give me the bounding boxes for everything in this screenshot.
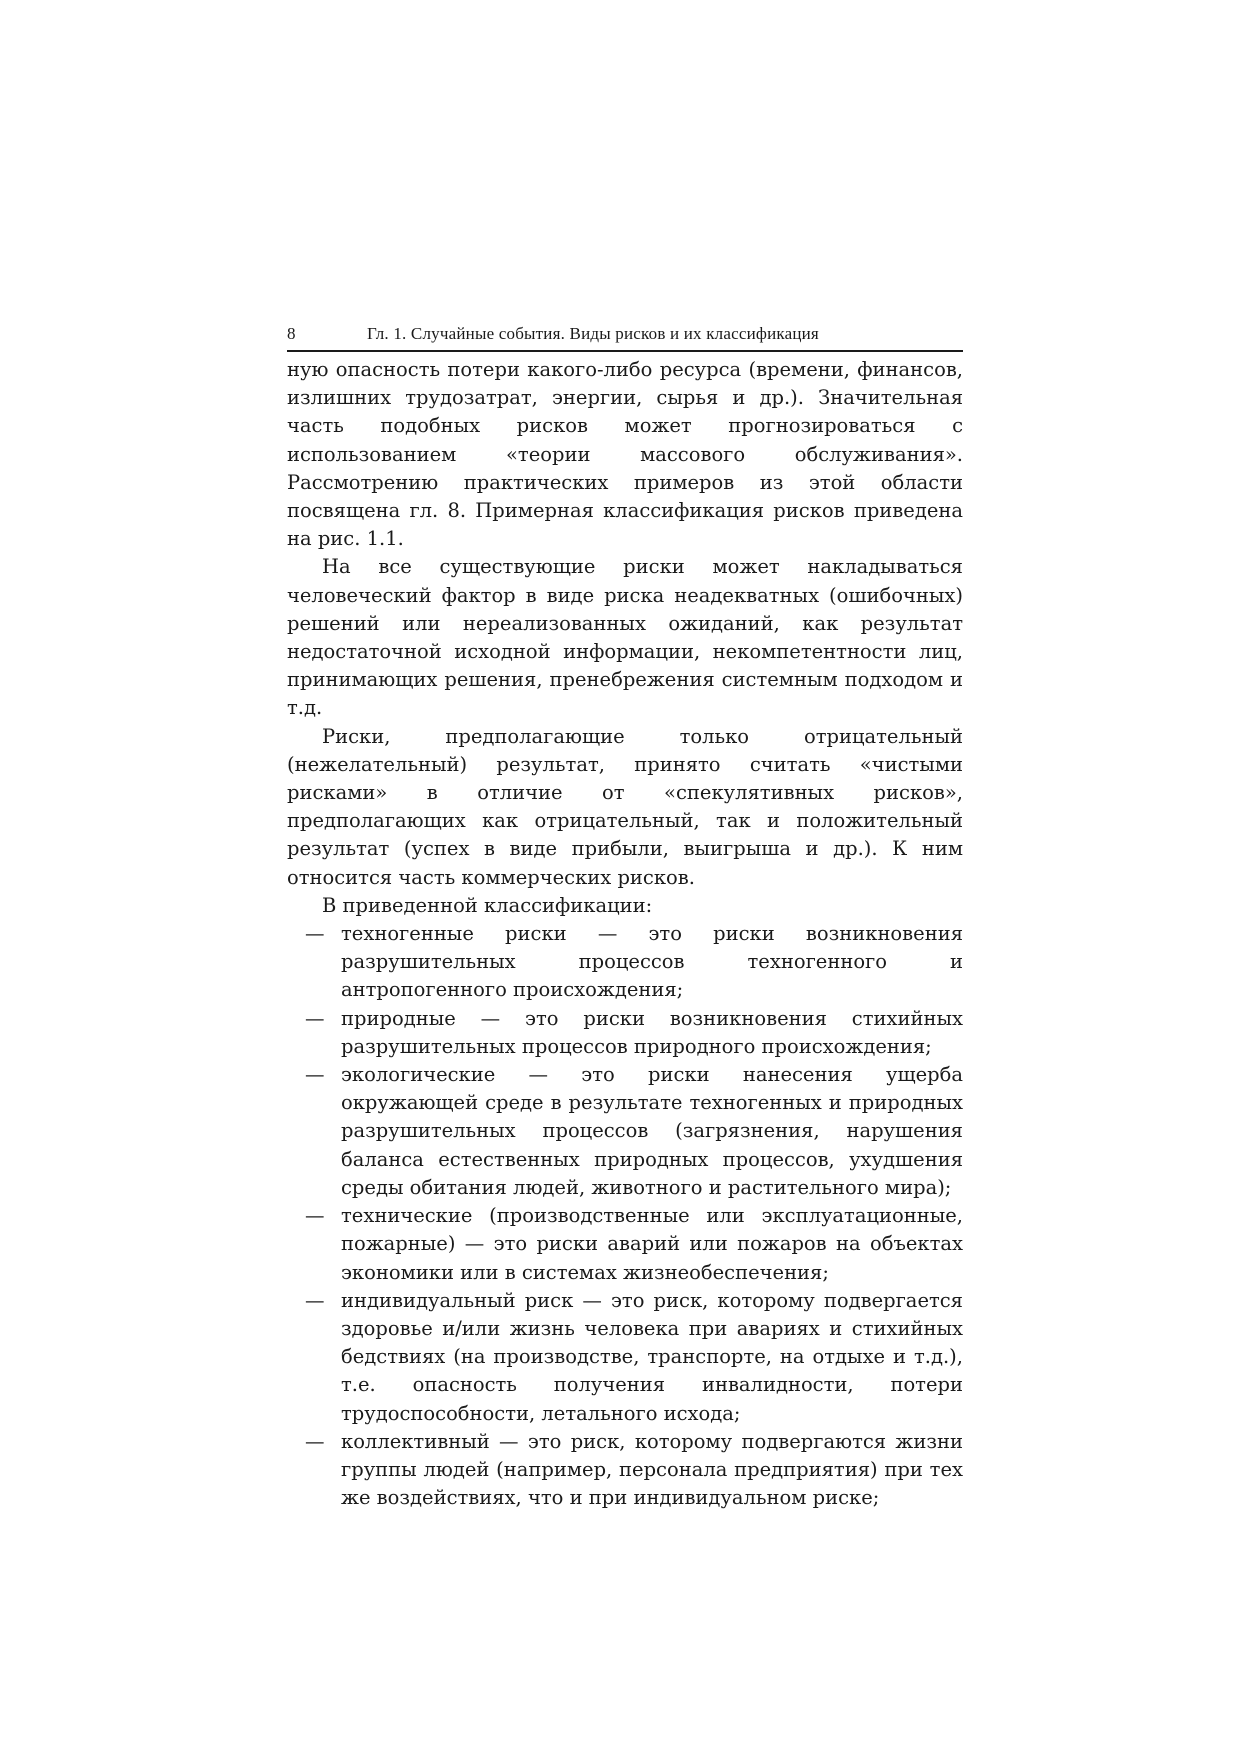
risk-classification-list — [287, 920, 963, 1512]
list-item-ecological — [283, 1061, 963, 1202]
book-page — [287, 320, 963, 1512]
paragraph-human-factor: На все существующие риски может накладываться человеческий фактор в виде риска неадекватных (ошибочных) решений или нереализованных ожиданий, как результат недостаточной исходной информации, некомпетентности лиц, принимающих решения, пренебрежения системным подходом и т.д. — [287, 555, 963, 720]
main-text — [287, 356, 963, 1512]
list-item-text: экологические — это риски нанесения ущерба окружающей среде в результате техногенных и природных разрушительных процессов (загрязнения, нарушения баланса естественных природных процессов, ухудшения среды обитания людей, животного и растительного мира); — [341, 1063, 963, 1199]
paragraph-continued: ную опасность потери какого-либо ресурса (времени, финансов, излишних трудозатрат, энергии, сырья и др.). Значительная часть подобных рисков может прогнозироваться с использованием «теории массового обслуживания». Рассмотрению практических примеров из этой области посвящена гл. 8. Примерная классификация рисков приведена на рис. 1.1. — [287, 358, 963, 551]
list-item-text: природные — это риски возникновения стихийных разрушительных процессов природного происхождения; — [341, 1006, 963, 1058]
dash-bullet: — — [305, 1288, 325, 1312]
page-number: 8 — [287, 324, 296, 343]
dash-bullet: — — [305, 1063, 325, 1087]
list-item-collective — [283, 1428, 963, 1513]
list-item-text: индивидуальный риск — это риск, которому подвергается здоровье и/или жизнь человека при авариях и стихийных бедствиях (на производстве, транспорте, на отдыхе и т.д.), т.е. опасность получения инвалидности, потери трудоспособности, летального исхода; — [341, 1288, 963, 1425]
dash-bullet: — — [305, 922, 325, 946]
list-item-individual — [283, 1287, 963, 1428]
list-item-text: технические (производственные или эксплуатационные, пожарные) — это риски аварий или пожаров на объектах экономики или в системах жизнеобеспечения; — [341, 1204, 963, 1284]
list-item-technical — [283, 1202, 963, 1287]
running-header — [287, 320, 963, 352]
list-item-text: техногенные риски — это риски возникновения разрушительных процессов техногенного и антропогенного происхождения; — [341, 922, 963, 1002]
chapter-title: Гл. 1. Случайные события. Виды рисков и их классификация — [367, 324, 819, 343]
paragraph-pure-risks: Риски, предполагающие только отрицательный (нежелательный) результат, принято считать «чистыми рисками» в отличие от «спекулятивных рисков», предполагающих как отрицательный, так и положительный результат (успех в виде прибыли, выигрыша и др.). К ним относится часть коммерческих рисков. — [287, 724, 963, 889]
dash-bullet: — — [305, 1429, 325, 1453]
dash-bullet: — — [305, 1204, 325, 1228]
list-item-technogenic — [283, 920, 963, 1005]
list-item-text: коллективный — это риск, которому подвергаются жизни группы людей (например, персонала предприятия) при тех же воздействиях, что и при индивидуальном риске; — [341, 1429, 963, 1510]
list-item-natural — [283, 1005, 963, 1061]
paragraph-list-intro: В приведенной классификации: — [322, 893, 653, 917]
dash-bullet: — — [305, 1006, 325, 1030]
